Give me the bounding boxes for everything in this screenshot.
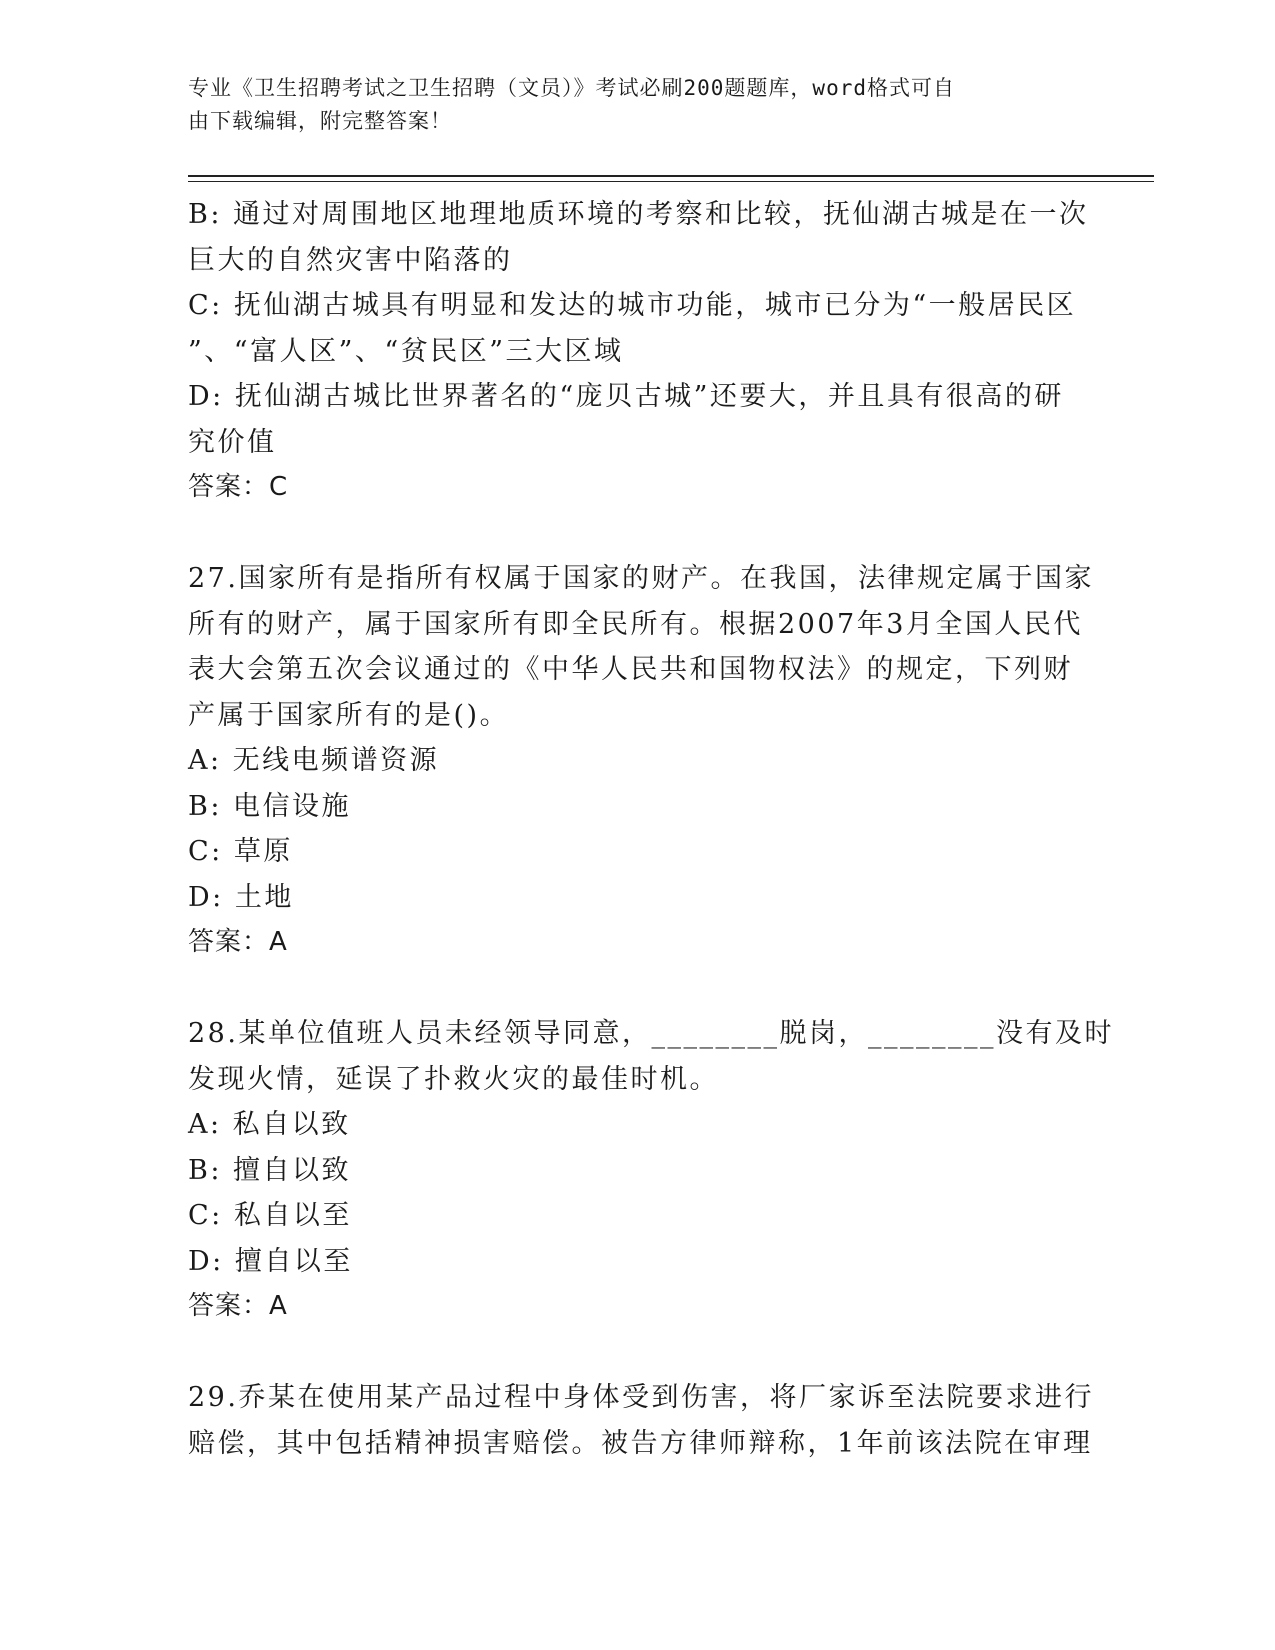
question-stem-line: 赔偿，其中包括精神损害赔偿。被告方律师辩称，1年前该法院在审理 xyxy=(188,1427,1093,1459)
spacer xyxy=(188,966,1088,1012)
option-c-line: C: 抚仙湖古城具有明显和发达的城市功能，城市已分为“一般居民区 xyxy=(188,290,1077,321)
spacer xyxy=(188,511,1088,557)
option-c-line: ”、“富人区”、“贫民区”三大区域 xyxy=(188,335,624,367)
document-header xyxy=(188,72,1068,138)
option-d: D: 擅自以至 xyxy=(188,1245,353,1277)
question-stem-line: 所有的财产，属于国家所有即全民所有。根据2007年3月全国人民代 xyxy=(188,608,1083,640)
option-c: C: 私自以至 xyxy=(188,1200,352,1231)
document-body xyxy=(188,192,1114,1466)
question-stem-line: 表大会第五次会议通过的《中华人民共和国物权法》的规定，下列财 xyxy=(188,654,1073,685)
option-d: D: 土地 xyxy=(188,881,294,913)
option-b: B: 电信设施 xyxy=(188,790,352,822)
option-b-line: 巨大的自然灾害中陷落的 xyxy=(188,244,513,276)
option-c: C: 草原 xyxy=(188,836,293,867)
answer-line: 答案：A xyxy=(188,1291,288,1321)
option-a: A: 私自以致 xyxy=(188,1109,351,1140)
header-line-2: 由下载编辑，附完整答案！ xyxy=(188,109,452,133)
question-28 xyxy=(188,1011,1114,1330)
question-stem-line: 28.某单位值班人员未经领导同意，________脱岗，________没有及时 xyxy=(188,1018,1114,1049)
answer-line: 答案：C xyxy=(188,472,289,502)
header-line-1: 专业《卫生招聘考试之卫生招聘（文员）》考试必刷200题题库，word格式可自 xyxy=(188,76,955,100)
question-stem-line: 29.乔某在使用某产品过程中身体受到伤害，将厂家诉至法院要求进行 xyxy=(188,1382,1094,1413)
question-stem-line: 发现火情，延误了扑救火灾的最佳时机。 xyxy=(188,1063,719,1095)
option-b: B: 擅自以致 xyxy=(188,1154,352,1186)
question-26-continued xyxy=(188,192,1088,511)
question-29 xyxy=(188,1375,1094,1466)
option-d-line: 究价值 xyxy=(188,426,277,458)
question-stem-line: 产属于国家所有的是()。 xyxy=(188,699,510,731)
option-b-line: B: 通过对周围地区地理地质环境的考察和比较，抚仙湖古城是在一次 xyxy=(188,199,1089,230)
spacer xyxy=(188,1330,1088,1376)
answer-line: 答案：A xyxy=(188,927,288,957)
question-stem-line: 27.国家所有是指所有权属于国家的财产。在我国，法律规定属于国家 xyxy=(188,563,1094,594)
option-a: A: 无线电频谱资源 xyxy=(188,745,440,776)
option-d-line: D: 抚仙湖古城比世界著名的“庞贝古城”还要大，并且具有很高的研 xyxy=(188,381,1064,412)
question-27 xyxy=(188,556,1094,966)
header-divider-thick xyxy=(188,175,1154,177)
header-divider-thin xyxy=(188,181,1154,182)
